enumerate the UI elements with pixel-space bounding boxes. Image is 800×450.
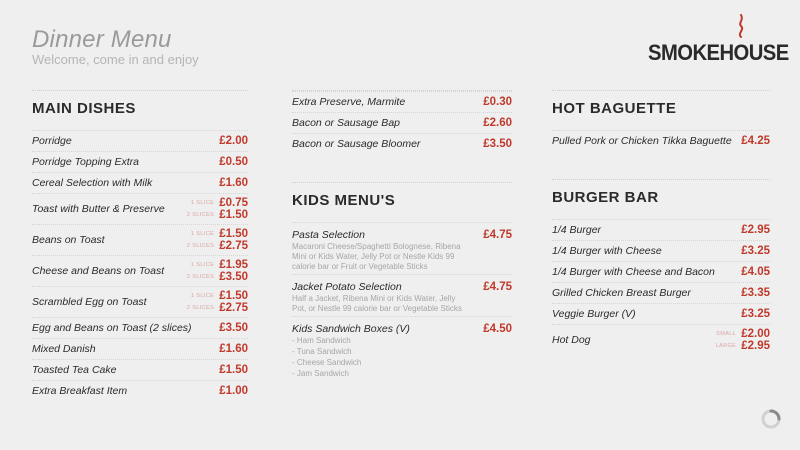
menu-item-row [552,219,770,240]
size-price-line [191,259,248,271]
menu-item-name: Bacon or Sausage Bap [292,117,400,129]
menu-item-price: £3.25 [741,308,770,320]
menu-item-row [32,255,248,286]
menu-item-row [32,338,248,359]
menu-item-price: £2.60 [483,117,512,129]
menu-item-price: £2.00 [219,135,248,147]
menu-item-description-line: - Tuna Sandwich [292,347,352,356]
kids-menu-item [292,274,512,316]
menu-item-row [292,112,512,133]
menu-item-name: 1/4 Burger [552,224,602,236]
menu-item-price: £1.00 [219,385,248,397]
menu-item-name: Cheese and Beans on Toast [32,265,165,277]
menu-item-name: Veggie Burger (V) [552,308,636,320]
size-price-line [187,240,248,252]
menu-item-name: 1/4 Burger with Cheese [552,245,662,257]
menu-item-name: Cereal Selection with Milk [32,177,153,189]
continued-list [292,91,512,154]
menu-item-size-prices [187,228,248,252]
flame-icon [734,14,748,38]
menu-item-row [32,359,248,380]
menu-item-name: Pasta Selection [292,229,365,241]
menu-item-name: Egg and Beans on Toast (2 slices) [32,322,192,334]
menu-item-price: £0.75 [219,197,248,209]
kids-menu-list [292,222,512,381]
menu-item-price: £1.50 [219,364,248,376]
menu-item-price: £2.95 [741,224,770,236]
menu-item-price: £2.00 [741,328,770,340]
menu-item-price: £3.35 [741,287,770,299]
menu-item-name: Hot Dog [552,334,591,346]
menu-item-description-line: - Ham Sandwich [292,336,351,345]
main-dishes-column [32,90,248,401]
menu-item-row [552,240,770,261]
menu-item-size-prices [187,290,248,314]
page-title: Dinner Menu [32,26,172,53]
burger-bar-list [552,219,770,355]
brand-logo [648,14,789,70]
menu-item-price: £4.05 [741,266,770,278]
menu-item-row [552,130,770,151]
menu-item-row [552,261,770,282]
menu-item-name: Porridge [32,135,72,147]
menu-item-row [32,151,248,172]
menu-item-price: £4.75 [483,281,512,293]
menu-item-row [292,91,512,112]
size-label: 1 SLICE [190,293,215,299]
menu-item-size-prices [716,328,770,352]
size-label: 2 SLICES [186,212,215,218]
menu-item-size-prices [187,259,248,283]
page-subtitle: Welcome, come in and enjoy [32,52,199,67]
size-price-line [191,290,248,302]
menu-item-price: £3.50 [219,322,248,334]
menu-item-row [292,133,512,154]
size-price-line [187,302,248,314]
middle-column [292,90,512,381]
section-heading-kids-menu: KIDS MENU'S [292,192,396,209]
menu-item-price: £2.95 [741,340,770,352]
menu-item-price: £4.50 [483,323,512,335]
menu-item-row [32,172,248,193]
menu-item-name: Extra Preserve, Marmite [292,96,406,108]
size-label: 1 SLICE [190,262,215,268]
menu-item-name: Bacon or Sausage Bloomer [292,138,421,150]
menu-item-name: Extra Breakfast Item [32,385,128,397]
size-label: 2 SLICES [186,274,215,280]
menu-item-name: Pulled Pork or Chicken Tikka Baguette [552,135,732,147]
size-label: LARGE [715,343,737,349]
size-label: 2 SLICES [186,305,215,311]
menu-item-price: £1.95 [219,259,248,271]
menu-item-price: £0.30 [483,96,512,108]
menu-item-name: Porridge Topping Extra [32,156,140,168]
menu-item-price: £1.50 [219,209,248,221]
menu-item-name: Jacket Potato Selection [292,281,402,293]
kids-menu-item-header [292,229,512,241]
menu-item-name: Toasted Tea Cake [32,364,117,376]
menu-item-name: Mixed Danish [32,343,96,355]
size-price-line [716,340,770,352]
menu-item-name: Kids Sandwich Boxes (V) [292,323,410,335]
menu-item-description-line: - Jam Sandwich [292,369,349,378]
size-label: 1 SLICE [190,231,215,237]
size-label: 2 SLICES [186,243,215,249]
size-label: 1 SLICE [190,200,215,206]
section-heading-burger-bar: BURGER BAR [552,189,659,206]
menu-item-name: Toast with Butter & Preserve [32,203,165,215]
right-column [552,90,770,355]
menu-item-name: Grilled Chicken Breast Burger [552,287,691,299]
menu-item-price: £3.25 [741,245,770,257]
kids-menu-item-header [292,281,512,293]
menu-item-price: £4.25 [741,135,770,147]
menu-item-row [32,286,248,317]
menu-item-name: Beans on Toast [32,234,105,246]
menu-item-row [32,380,248,401]
menu-item-price: £3.50 [219,271,248,283]
menu-item-row [32,193,248,224]
menu-item-price: £2.75 [219,302,248,314]
kids-menu-item [292,316,512,381]
menu-item-price: £1.50 [219,290,248,302]
menu-item-price: £2.75 [219,240,248,252]
menu-item-description-line: - Cheese Sandwich [292,358,362,367]
section-heading-hot-baguette: HOT BAGUETTE [552,100,677,117]
menu-item-row [552,303,770,324]
size-price-line [191,228,248,240]
menu-item-price: £0.50 [219,156,248,168]
menu-item-row [32,130,248,151]
menu-item-price: £1.60 [219,177,248,189]
size-price-line [187,209,248,221]
size-price-line [191,197,248,209]
size-price-line [716,328,770,340]
menu-item-price: £1.60 [219,343,248,355]
menu-item-price: £3.50 [483,138,512,150]
menu-item-price: £4.75 [483,229,512,241]
menu-item-price: £1.50 [219,228,248,240]
size-price-line [187,271,248,283]
menu-item-row [32,224,248,255]
menu-item-row [32,317,248,338]
hot-baguette-list [552,130,770,151]
section-heading-main-dishes: MAIN DISHES [32,100,136,117]
menu-item-description: Macaroni Cheese/Spaghetti Bolognese, Ribena Mini or Kids Water, Jelly Pot or Nestle Kids 99 calorie bar or Fruit or Vegetable Sticks [292,242,461,271]
kids-menu-item-header [292,323,512,335]
size-label: SMALL [716,331,737,337]
menu-item-name: Scrambled Egg on Toast [32,296,147,308]
menu-item-description: Half a Jacket, Ribena Mini or Kids Water, Jelly Pot, or Nestle 99 calorie bar or Vegetable Sticks [292,294,462,313]
kids-menu-item [292,222,512,274]
main-dishes-list [32,130,248,401]
menu-item-row [552,282,770,303]
logo-text: SMOKEHOUSE [648,40,789,65]
menu-item-name: 1/4 Burger with Cheese and Bacon [552,266,715,278]
menu-item-row [552,324,770,355]
loading-spinner-icon [760,408,782,430]
menu-item-size-prices [187,197,248,221]
